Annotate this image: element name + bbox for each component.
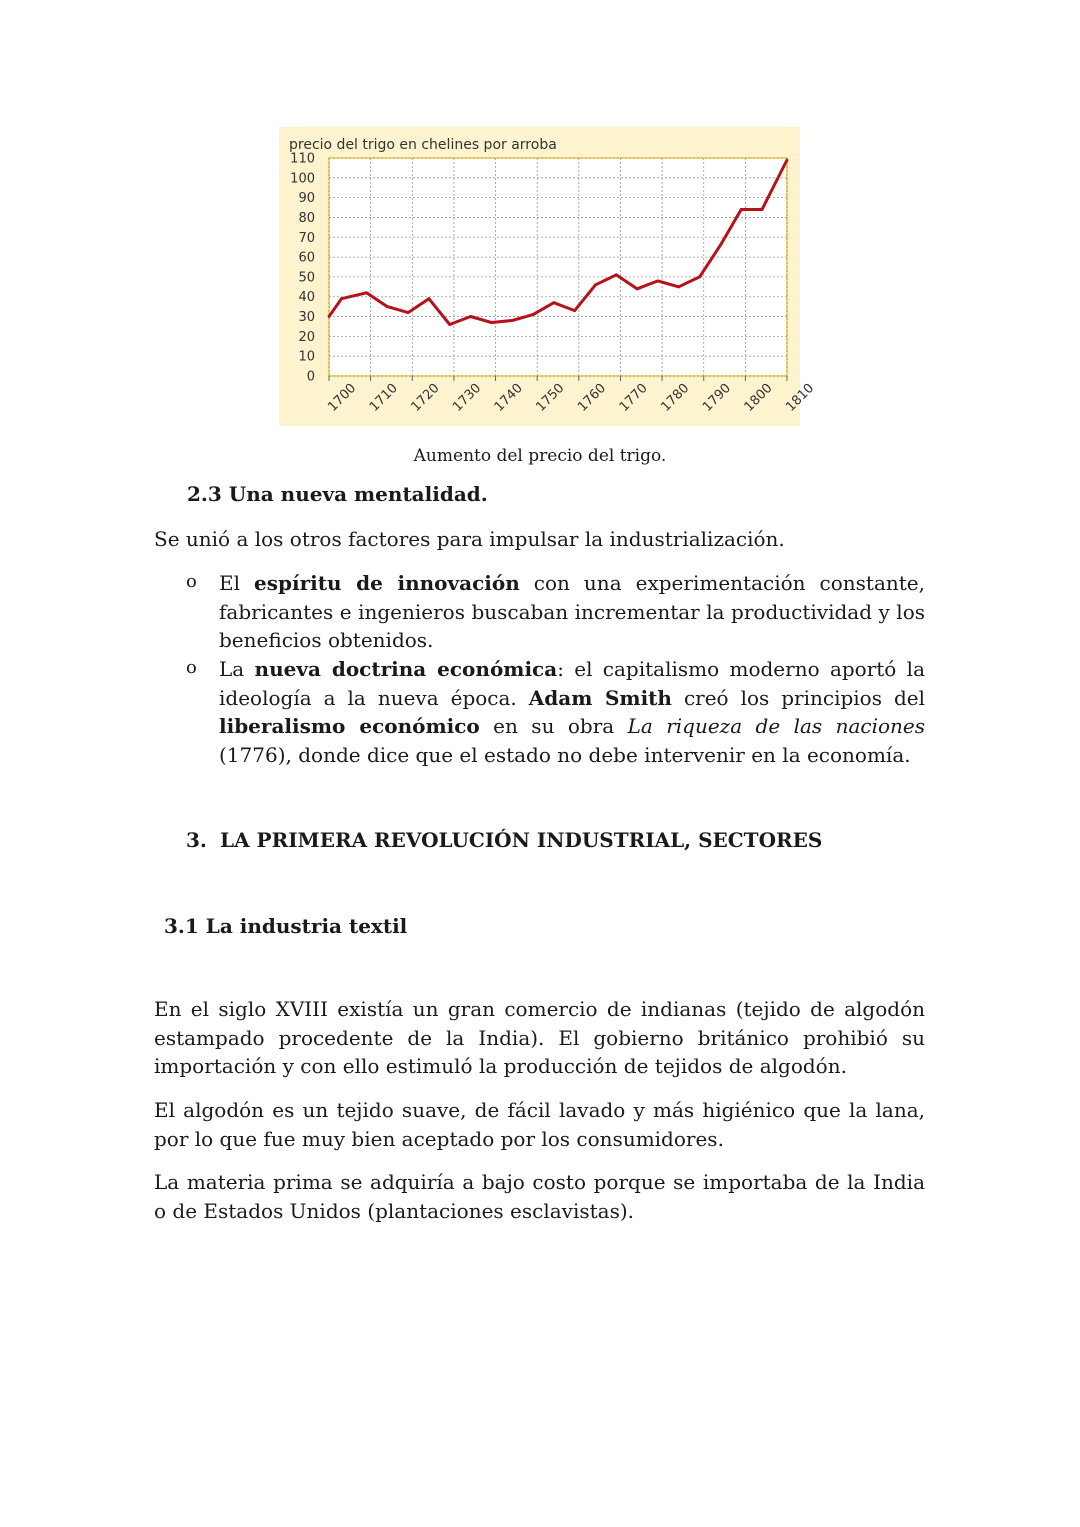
paragraph-algodon: El algodón es un tejido suave, de fácil lavado y más higiénico que la lana, por lo que fue muy bien aceptado por los consumidores. (154, 1098, 925, 1151)
bullet-marker: o (186, 657, 197, 678)
chart-svg (279, 127, 818, 426)
x-tick-label: 1750 (533, 380, 568, 415)
wheat-price-chart (279, 127, 818, 426)
y-tick-label: 10 (298, 349, 315, 365)
text-run: en su obra (479, 714, 628, 738)
y-axis-ticks (290, 152, 315, 385)
data-point (532, 313, 535, 316)
text-run: (1776), donde dice que el estado no debe intervenir en la economía. (219, 742, 911, 767)
data-point (365, 291, 368, 294)
x-tick-label: 1770 (616, 380, 651, 415)
x-tick-label: 1780 (658, 380, 693, 415)
x-axis-ticks (325, 376, 817, 415)
data-point (407, 311, 410, 314)
x-tick-label: 1700 (325, 380, 360, 415)
bullet-innovation (219, 569, 925, 655)
y-tick-label: 80 (298, 210, 315, 226)
data-point (469, 315, 472, 318)
data-point (786, 159, 789, 162)
section-heading-3-1: 3.1 La industria textil (164, 914, 408, 938)
book-title: La riqueza de las naciones (627, 714, 925, 738)
data-point (552, 301, 555, 304)
bold-term: liberalismo económico (219, 714, 480, 738)
data-point (698, 276, 701, 279)
text-run: creó los principios del (671, 685, 926, 710)
y-tick-label: 60 (298, 250, 315, 266)
x-tick-label: 1800 (741, 380, 776, 415)
text-run: : el capitalismo moderno aportó la ideología a la nueva época. (219, 657, 925, 710)
section-title: LA PRIMERA REVOLUCIÓN INDUSTRIAL, SECTORES (220, 828, 823, 852)
bold-term: nueva doctrina económica (254, 657, 558, 681)
plot-area (329, 158, 787, 376)
intro-paragraph: Se unió a los otros factores para impulsar la industrialización. (154, 527, 785, 551)
section-number: 3. (186, 828, 207, 852)
text-run: con una experimentación constante, fabricantes e ingenieros buscaban incrementar la productividad y los beneficios obtenidos. (219, 571, 925, 652)
y-tick-label: 50 (298, 270, 315, 286)
data-point (428, 297, 431, 300)
y-tick-label: 100 (290, 171, 315, 187)
y-tick-label: 90 (298, 191, 315, 207)
bullet-marker: o (186, 571, 197, 592)
y-tick-label: 30 (298, 310, 315, 326)
bold-term: espíritu de innovación (254, 571, 520, 595)
data-point (448, 323, 451, 326)
data-point (340, 297, 343, 300)
x-tick-label: 1790 (699, 380, 734, 415)
x-tick-label: 1710 (366, 380, 401, 415)
paragraph-materia-prima: La materia prima se adquiría a bajo costo porque se importaba de la India o de Estados Unidos (plantaciones esclavistas). (154, 1170, 925, 1223)
chart-caption: Aumento del precio del trigo. (413, 446, 667, 466)
bullet-economic-doctrine (219, 655, 925, 769)
x-tick-label: 1740 (491, 380, 526, 415)
paragraph-indianas: En el siglo XVIII existía un gran comercio de indianas (tejido de algodón estampado procedente de la India). El gobierno británico prohibió su importación y con ello estimuló la producción de tejidos de algodón. (154, 997, 925, 1079)
data-point (657, 279, 660, 282)
x-tick-label: 1760 (575, 380, 610, 415)
data-point (386, 305, 389, 308)
data-point (328, 315, 331, 318)
data-point (615, 274, 618, 277)
data-point (511, 319, 514, 322)
data-point (677, 285, 680, 288)
data-point (594, 283, 597, 286)
x-tick-label: 1720 (408, 380, 443, 415)
y-tick-label: 20 (298, 329, 315, 345)
text-run: El (219, 571, 255, 595)
y-tick-label: 110 (290, 151, 315, 167)
section-heading-2-3: 2.3 Una nueva mentalidad. (187, 482, 488, 506)
section-heading-3 (186, 828, 822, 852)
data-point (490, 321, 493, 324)
x-tick-label: 1730 (450, 380, 485, 415)
text-run: La (219, 657, 255, 681)
y-tick-label: 0 (306, 369, 315, 385)
y-tick-label: 40 (298, 290, 315, 306)
data-point (761, 208, 764, 211)
data-point (740, 208, 743, 211)
data-point (636, 287, 639, 290)
chart-title: precio del trigo en chelines por arroba (289, 137, 557, 153)
bold-term: Adam Smith (528, 685, 672, 710)
data-point (719, 244, 722, 247)
x-tick-label: 1810 (783, 380, 818, 415)
data-point (573, 309, 576, 312)
y-tick-label: 70 (298, 230, 315, 246)
